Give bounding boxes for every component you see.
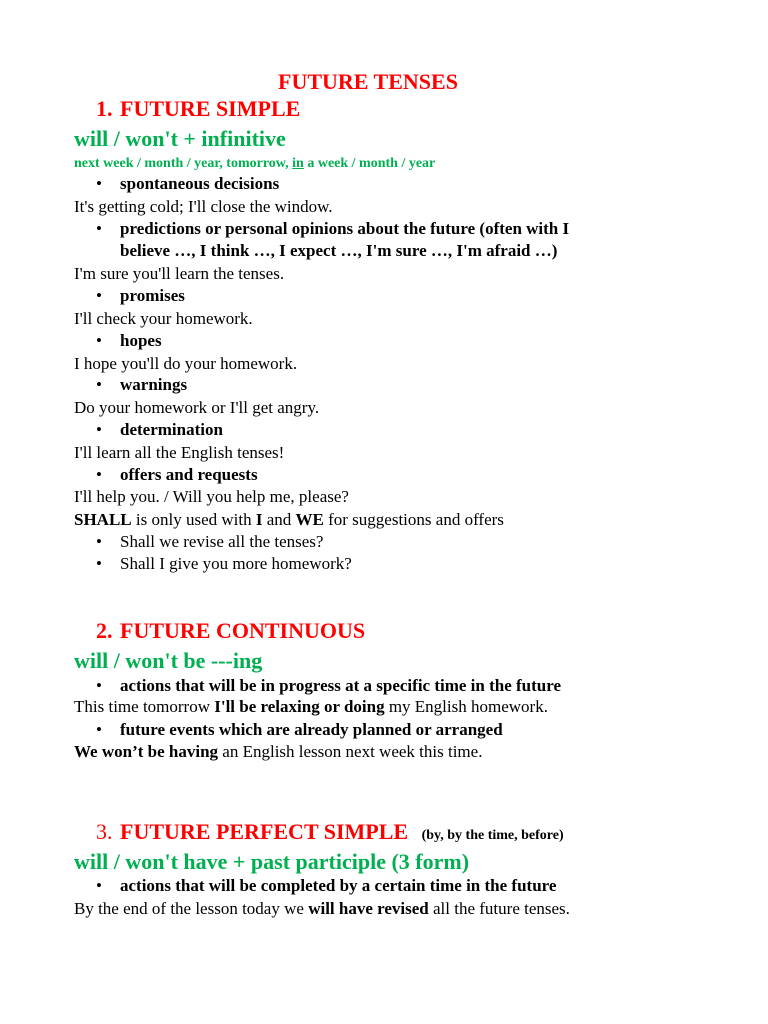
shall-i: I [255, 510, 263, 529]
bullet-offers [96, 464, 258, 486]
example-part-c: all the future tenses. [428, 899, 570, 918]
example-part-a: This time tomorrow [74, 697, 215, 716]
example-4: I hope you'll do your homework. [74, 354, 298, 373]
bullet-dot: • [96, 219, 102, 238]
example-6: I'll learn all the English tenses! [74, 443, 285, 462]
shall-we: WE [295, 510, 324, 529]
bullet-dot: • [96, 554, 102, 573]
bullet-dot: • [96, 720, 102, 739]
bullet-warnings [96, 374, 187, 396]
example-part-a: By the end of the lesson today we [74, 899, 309, 918]
bullet-dot: • [96, 532, 102, 551]
section-1-formula: will / won't + infinitive [74, 126, 286, 151]
bullet-text: future events which are already planned or arranged [120, 720, 503, 739]
bullet-shall-1 [96, 531, 323, 553]
example-5: Do your homework or I'll get angry. [74, 398, 320, 417]
shall-text-3: for suggestions and offers [323, 510, 504, 529]
example-part-a: We won’t be having [74, 742, 219, 761]
bullet-predictions-line-2: believe …, I think …, I expect …, I'm sure …, I'm afraid …) [120, 241, 558, 260]
page-title: FUTURE TENSES [278, 69, 458, 94]
bullet-dot: • [96, 676, 102, 695]
bullet-text: Shall we revise all the tenses? [120, 532, 324, 551]
bullet-text: promises [120, 286, 185, 305]
bullet-dot: • [96, 375, 102, 394]
example-7: I'll help you. / Will you help me, please? [74, 487, 349, 506]
shall-rule [74, 509, 504, 531]
section-2-heading [96, 620, 365, 642]
section-1-number: 1. [96, 96, 113, 121]
bullet-dot: • [96, 876, 102, 895]
bullet-spontaneous [96, 173, 279, 195]
example-part-b: will have revised [308, 899, 429, 918]
time-words-part-b: a week / month / year [303, 156, 436, 171]
bullet-text: hopes [120, 331, 162, 350]
example-continuous-1 [74, 696, 548, 718]
shall-text-2: and [262, 510, 296, 529]
shall-word: SHALL [74, 510, 132, 529]
bullet-text: spontaneous decisions [120, 174, 280, 193]
bullet-text: determination [120, 420, 223, 439]
section-1-time-expressions [74, 153, 435, 175]
bullet-planned [96, 719, 503, 741]
example-1: It's getting cold; I'll close the window. [74, 197, 333, 216]
bullet-dot: • [96, 420, 102, 439]
shall-text-1: is only used with [131, 510, 256, 529]
section-2-title: FUTURE CONTINUOUS [120, 618, 366, 643]
example-perfect-1 [74, 898, 570, 920]
example-3: I'll check your homework. [74, 309, 253, 328]
time-words-in: in [292, 156, 304, 171]
example-continuous-2 [74, 741, 482, 763]
bullet-determination [96, 419, 223, 441]
section-1-title: FUTURE SIMPLE [120, 96, 301, 121]
example-part-b: an English lesson next week this time. [218, 742, 483, 761]
bullet-promises [96, 285, 185, 307]
bullet-text: predictions or personal opinions about the future (often with I [120, 219, 570, 238]
section-1-heading [96, 98, 300, 120]
bullet-dot: • [96, 174, 102, 193]
section-3-title: FUTURE PERFECT SIMPLE [120, 819, 409, 844]
bullet-text: actions that will be completed by a certain time in the future [120, 876, 557, 895]
bullet-text: actions that will be in progress at a specific time in the future [120, 676, 562, 695]
bullet-text: offers and requests [120, 465, 258, 484]
example-part-c: my English homework. [384, 697, 548, 716]
time-words-part-a: next week / month / year, tomorrow, [74, 156, 293, 171]
bullet-dot: • [96, 465, 102, 484]
example-2: I'm sure you'll learn the tenses. [74, 264, 285, 283]
bullet-predictions [96, 218, 569, 240]
section-3-formula: will / won't have + past participle (3 form) [74, 849, 470, 874]
bullet-completed [96, 875, 556, 897]
section-3-number: 3. [96, 819, 113, 844]
section-3-heading [96, 821, 564, 847]
bullet-text: warnings [120, 375, 188, 394]
bullet-hopes [96, 330, 162, 352]
section-2-number: 2. [96, 618, 113, 643]
example-part-b: I'll be relaxing or doing [214, 697, 385, 716]
bullet-shall-2 [96, 553, 352, 575]
bullet-in-progress [96, 675, 561, 697]
bullet-text: Shall I give you more homework? [120, 554, 352, 573]
bullet-dot: • [96, 286, 102, 305]
bullet-dot: • [96, 331, 102, 350]
section-3-note: (by, by the time, before) [421, 828, 564, 843]
section-2-formula: will / won't be ---ing [74, 648, 263, 673]
